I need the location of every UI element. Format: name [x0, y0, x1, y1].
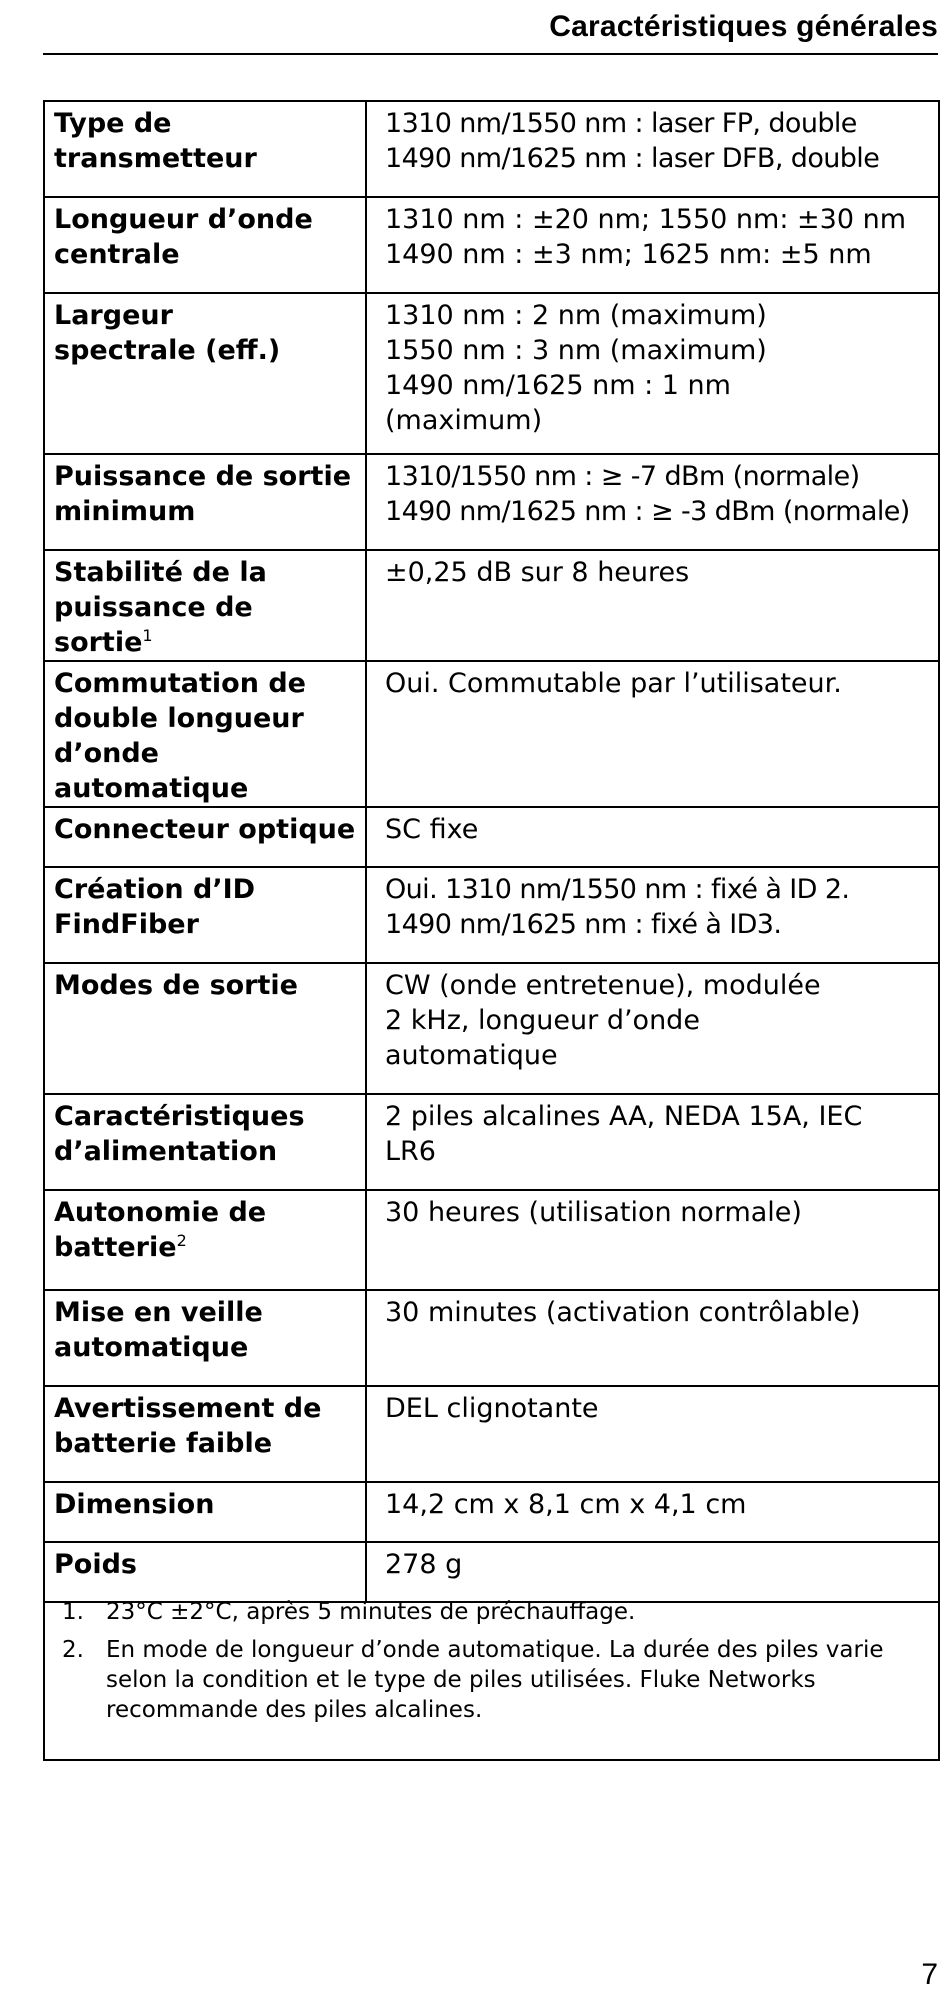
spec-label-text: Autonomie de: [54, 1197, 267, 1228]
spec-value-line: automatique: [385, 1040, 558, 1071]
spec-row: [44, 807, 939, 867]
spec-label-text: Puissance de sortie: [54, 461, 352, 492]
spec-value-line: 1310 nm/1550 nm : laser FP, double: [385, 108, 857, 139]
specifications-table: [43, 100, 940, 1603]
spec-value-line: 30 minutes (activation contrôlable): [385, 1297, 861, 1328]
spec-value-line: 30 heures (utilisation normale): [385, 1197, 802, 1228]
spec-label-text: minimum: [54, 496, 196, 527]
spec-label-text: Connecteur optique: [54, 814, 356, 845]
spec-value: [366, 197, 939, 293]
spec-label-line: [54, 237, 357, 272]
spec-label-text: Type de: [54, 108, 172, 139]
header-rule: [43, 53, 938, 55]
spec-label: [44, 1290, 366, 1386]
spec-row: [44, 454, 939, 550]
spec-label-text: Largeur: [54, 300, 173, 331]
spec-label-text: centrale: [54, 239, 180, 270]
spec-label-line: [54, 1134, 357, 1169]
spec-value: [366, 1386, 939, 1482]
spec-label-line: [54, 701, 357, 736]
spec-label-line: [54, 333, 357, 368]
spec-label-line: [54, 968, 357, 1003]
spec-value-line: 1490 nm/1625 nm : ≥ -3 dBm (normale): [385, 496, 910, 527]
spec-row: [44, 1386, 939, 1482]
spec-value: [366, 454, 939, 550]
spec-label-text: transmetteur: [54, 143, 257, 174]
footnote-text: 23°C ±2°C, après 5 minutes de préchauffage.: [106, 1599, 636, 1625]
spec-label-text: Caractéristiques: [54, 1101, 305, 1132]
spec-label-line: [54, 202, 357, 237]
spec-value: [366, 807, 939, 867]
spec-label-text: spectrale (eff.): [54, 335, 281, 366]
spec-value: [366, 101, 939, 197]
spec-row: [44, 197, 939, 293]
page-header-title: Caractéristiques générales: [549, 10, 938, 43]
spec-value-line: SC fixe: [385, 814, 479, 845]
spec-label-text: automatique: [54, 1332, 249, 1363]
spec-label-line: [54, 1099, 357, 1134]
spec-value-line: DEL clignotante: [385, 1393, 599, 1424]
spec-label: [44, 867, 366, 963]
spec-label: [44, 1190, 366, 1290]
spec-label-line: [54, 555, 357, 590]
page-number: 7: [921, 1958, 938, 1991]
spec-label: [44, 454, 366, 550]
spec-row: [44, 1094, 939, 1190]
spec-label-text: batterie faible: [54, 1428, 273, 1459]
spec-label: [44, 1482, 366, 1542]
spec-value-line: (maximum): [385, 405, 543, 436]
footnotes-box: [43, 1585, 940, 1761]
spec-value-line: 1310/1550 nm : ≥ -7 dBm (normale): [385, 461, 860, 492]
spec-value-line: Oui. 1310 nm/1550 nm : fixé à ID 2.: [385, 874, 850, 905]
spec-value-line: 1310 nm : 2 nm (maximum): [385, 300, 767, 331]
spec-value-line: 1490 nm/1625 nm : 1 nm: [385, 370, 731, 401]
spec-label-line: [54, 494, 357, 529]
spec-label-text: Avertissement de: [54, 1393, 322, 1424]
spec-label: [44, 293, 366, 454]
spec-label: [44, 101, 366, 197]
spec-label-line: [54, 872, 357, 907]
spec-value-line: 1490 nm/1625 nm : laser DFB, double: [385, 143, 880, 174]
spec-label-text: Mise en veille: [54, 1297, 263, 1328]
spec-row: [44, 1482, 939, 1542]
footnote: [45, 1597, 938, 1627]
spec-value-line: Oui. Commutable par l’utilisateur.: [385, 668, 842, 699]
spec-label-text: Modes de sortie: [54, 970, 298, 1001]
spec-label: [44, 807, 366, 867]
spec-value-line: 1490 nm : ±3 nm; 1625 nm: ±5 nm: [385, 239, 872, 270]
spec-value-line: LR6: [385, 1136, 436, 1167]
spec-value: [366, 1290, 939, 1386]
spec-row: [44, 867, 939, 963]
spec-value: [366, 661, 939, 807]
spec-label-line: [54, 459, 357, 494]
spec-row: [44, 1290, 939, 1386]
spec-value: [366, 550, 939, 661]
spec-value: [366, 963, 939, 1094]
spec-label-line: [54, 106, 357, 141]
spec-label-line: [54, 736, 357, 806]
spec-value: [366, 1094, 939, 1190]
spec-label-line: [54, 590, 357, 660]
spec-label: [44, 550, 366, 661]
spec-label-text: batterie: [54, 1232, 177, 1263]
spec-value-line: 2 piles alcalines AA, NEDA 15A, IEC: [385, 1101, 863, 1132]
spec-value-line: 2 kHz, longueur d’onde: [385, 1005, 700, 1036]
spec-value-line: 1490 nm/1625 nm : fixé à ID3.: [385, 909, 782, 940]
spec-label-line: [54, 1195, 357, 1230]
spec-value-line: 1550 nm : 3 nm (maximum): [385, 335, 767, 366]
spec-label-text: Dimension: [54, 1489, 215, 1520]
footnote-number: 1.: [62, 1599, 84, 1625]
spec-label-text: Création d’ID: [54, 874, 256, 905]
spec-label-line: [54, 907, 357, 942]
spec-label-text: d’onde automatique: [54, 738, 249, 804]
spec-label-text: Commutation de: [54, 668, 306, 699]
spec-row: [44, 963, 939, 1094]
spec-label-line: [54, 1230, 357, 1265]
spec-label-line: [54, 1295, 357, 1330]
spec-label: [44, 1386, 366, 1482]
spec-row: [44, 293, 939, 454]
footnote-number: 2.: [62, 1637, 84, 1663]
spec-value: [366, 1190, 939, 1290]
spec-label-line: [54, 666, 357, 701]
spec-label-text: Stabilité de la: [54, 557, 267, 588]
spec-label-text: Poids: [54, 1549, 137, 1580]
spec-value: [366, 293, 939, 454]
spec-value-line: CW (onde entretenue), modulée: [385, 970, 821, 1001]
spec-row: [44, 101, 939, 197]
spec-value-line: ±0,25 dB sur 8 heures: [385, 557, 690, 588]
spec-label-line: [54, 1426, 357, 1461]
spec-label-line: [54, 141, 357, 176]
spec-row: [44, 550, 939, 661]
spec-label-line: [54, 1391, 357, 1426]
spec-value-line: 1310 nm : ±20 nm; 1550 nm: ±30 nm: [385, 204, 906, 235]
spec-label-line: [54, 812, 357, 847]
spec-label-text: d’alimentation: [54, 1136, 278, 1167]
spec-label-text: FindFiber: [54, 909, 199, 940]
spec-value-line: 14,2 cm x 8,1 cm x 4,1 cm: [385, 1489, 747, 1520]
spec-label-line: [54, 1547, 357, 1582]
spec-label-line: [54, 298, 357, 333]
spec-label-text: double longueur: [54, 703, 304, 734]
spec-label: [44, 963, 366, 1094]
spec-label-line: [54, 1487, 357, 1522]
spec-label-text: puissance de sortie: [54, 592, 253, 658]
spec-value: [366, 867, 939, 963]
spec-label: [44, 197, 366, 293]
spec-row: [44, 661, 939, 807]
spec-value-line: 278 g: [385, 1549, 463, 1580]
footnote-text: En mode de longueur d’onde automatique. La durée des piles varie selon la condition et le type de piles utilisées. Fluke Networks recommande des piles alcalines.: [106, 1637, 884, 1723]
spec-label: [44, 1094, 366, 1190]
footnote: [45, 1635, 938, 1725]
spec-label-line: [54, 1330, 357, 1365]
spec-value: [366, 1482, 939, 1542]
spec-label: [44, 661, 366, 807]
footnote-marker: 1: [142, 626, 153, 645]
spec-row: [44, 1190, 939, 1290]
spec-label-text: Longueur d’onde: [54, 204, 313, 235]
footnote-marker: 2: [176, 1231, 187, 1250]
